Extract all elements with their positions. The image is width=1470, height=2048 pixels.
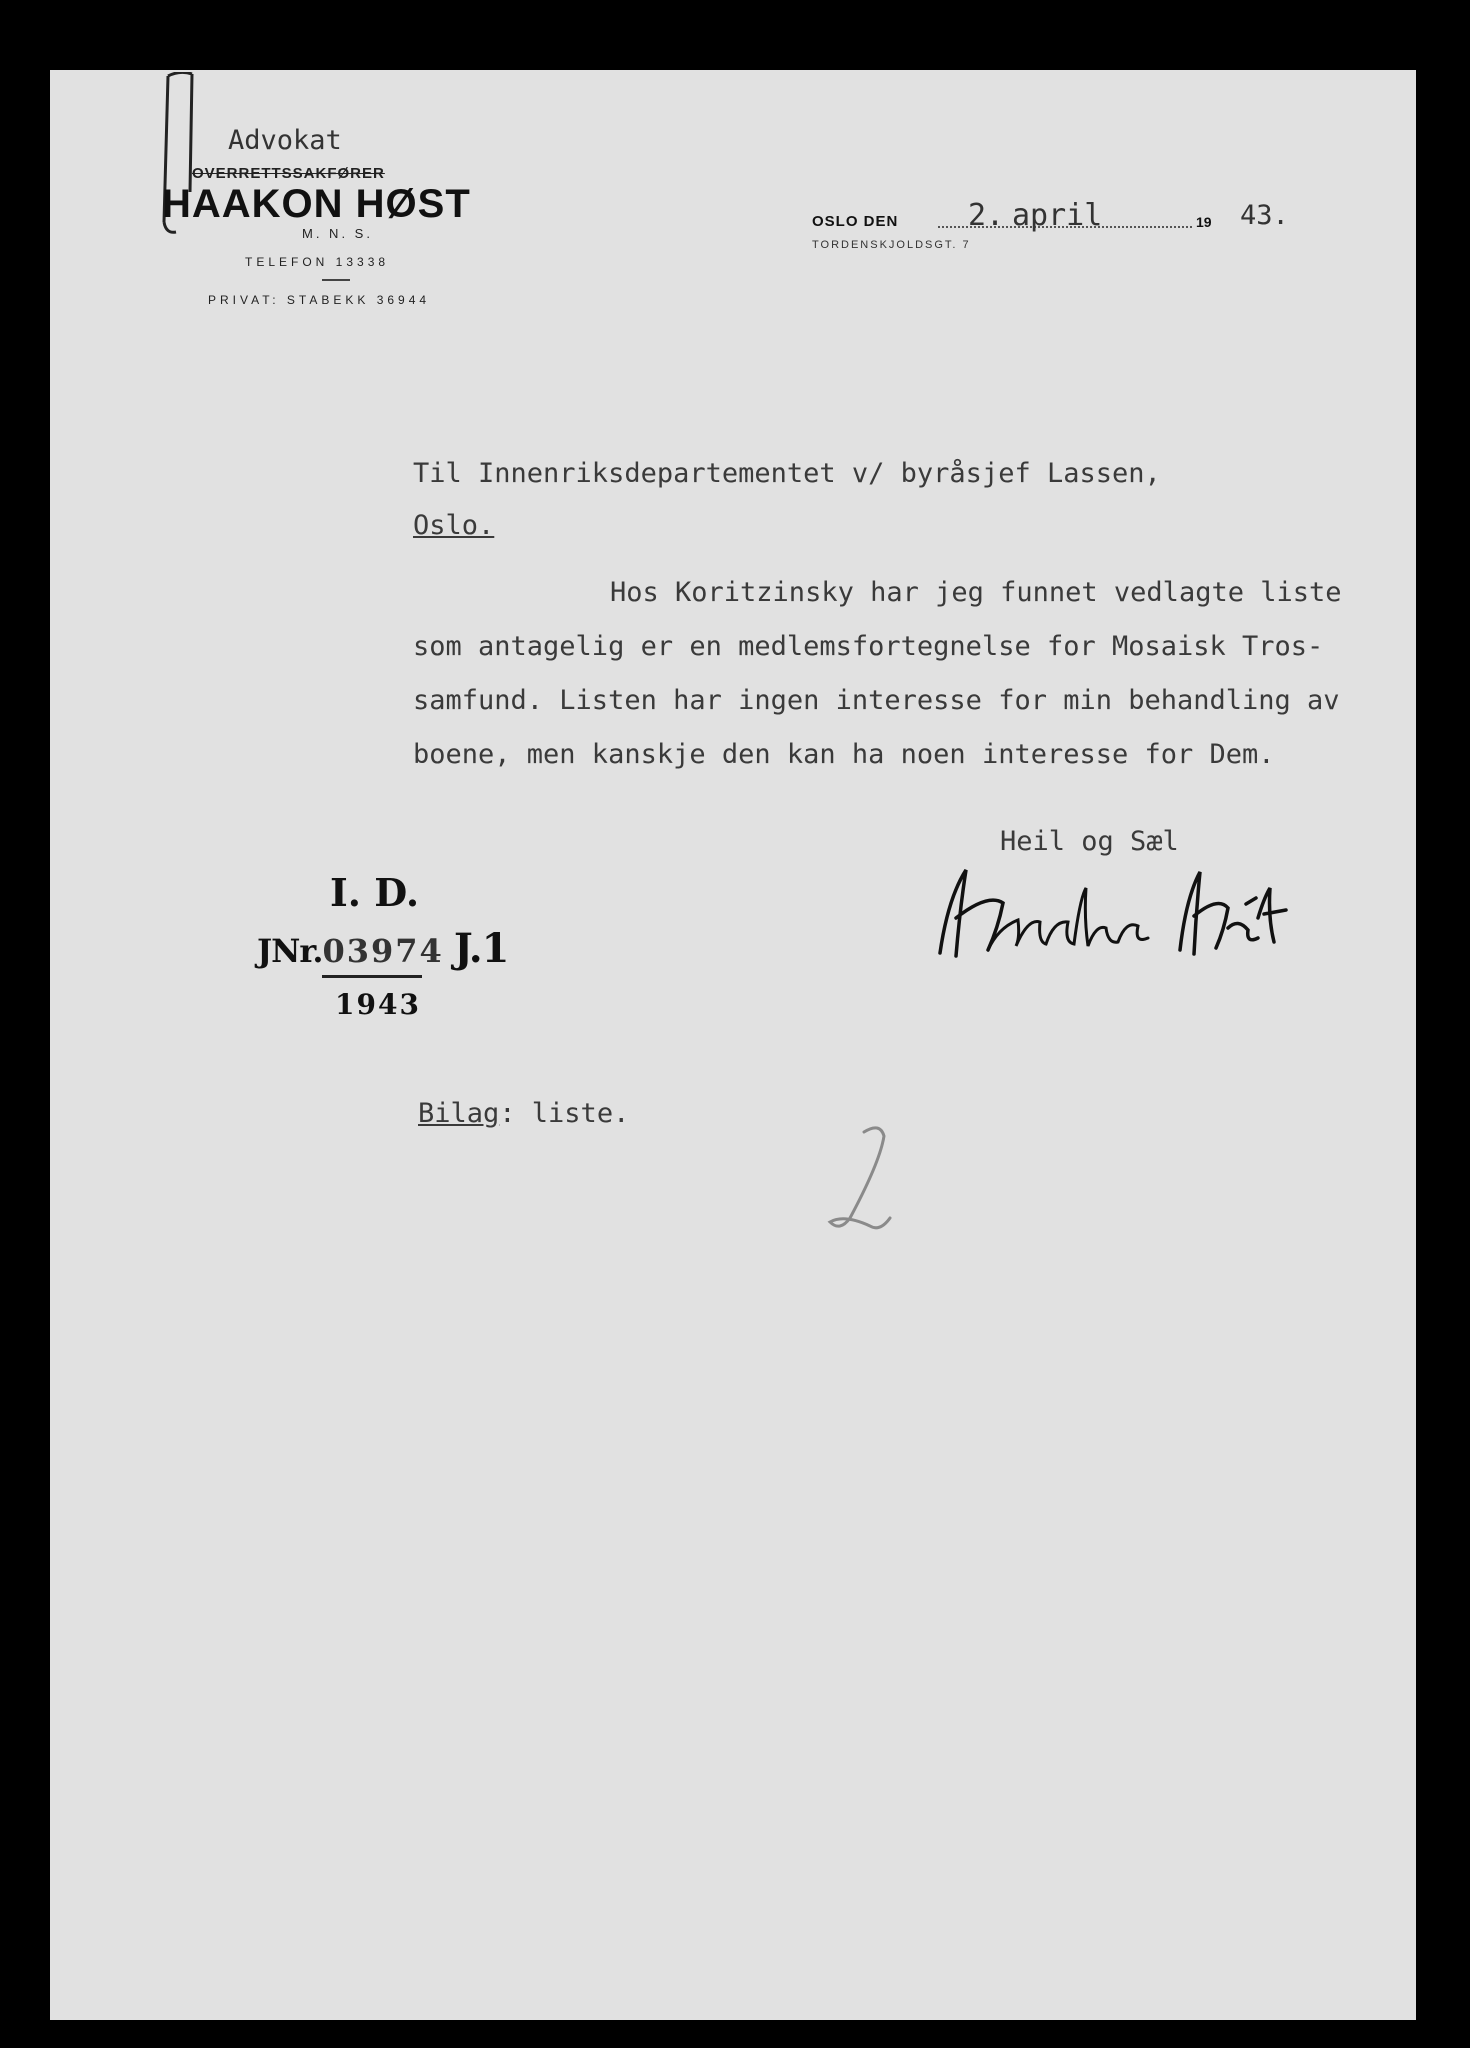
letterhead-title: Advokat [228, 125, 342, 156]
date-century: 19 [1196, 214, 1212, 230]
letterhead-divider [322, 279, 350, 281]
stamp-jnr-suffix: J.1 [453, 925, 509, 972]
body-line-3: samfund. Listen har ingen interesse for min behandling av [413, 685, 1340, 716]
body-line-4: boene, men kanskje den kan ha noen interesse for Dem. [413, 739, 1275, 770]
stamp-year: 1943 [335, 988, 421, 1021]
enclosure-label: Bilag [418, 1098, 500, 1129]
body-line-1: Hos Koritzinsky har jeg funnet vedlagte liste [610, 577, 1342, 608]
letterhead-street: TORDENSKJOLDSGT. 7 [812, 239, 971, 251]
stamp-department: I. D. [330, 870, 420, 915]
letterhead-struck-title: OVERRETTSSAKFØRER [192, 165, 385, 182]
recipient-city: Oslo. [413, 510, 495, 541]
stamp-jnr-prefix: JNr. [257, 932, 323, 970]
letterhead-phone: TELEFON 13338 [245, 255, 390, 269]
date-day: 2. [968, 198, 1005, 233]
date-city-label: OSLO DEN [812, 213, 899, 230]
date-month: april [1012, 198, 1103, 233]
stamp-jnr-number: 03974 [322, 932, 444, 970]
letterhead-private-phone: PRIVAT: STABEKK 36944 [208, 293, 431, 307]
pencil-initial-mark [820, 1122, 910, 1242]
date-year: 43. [1240, 200, 1289, 231]
letterhead-membership: M. N. S. [302, 226, 373, 241]
enclosure-text: : liste. [499, 1098, 630, 1129]
enclosure-line [418, 1098, 629, 1129]
closing-salutation: Heil og Sæl [1000, 826, 1179, 857]
letter-page [50, 70, 1416, 2020]
body-line-2: som antagelig er en medlemsfortegnelse for Mosaisk Tros- [413, 631, 1324, 662]
letterhead-name: HAAKON HØST [162, 182, 471, 226]
stamp-rule [322, 975, 422, 978]
recipient-line: Til Innenriksdepartementet v/ byråsjef Lassen, [413, 458, 1161, 489]
stamp-journal-number [257, 925, 509, 972]
handwritten-signature [928, 858, 1308, 968]
letter-body [413, 566, 1373, 782]
